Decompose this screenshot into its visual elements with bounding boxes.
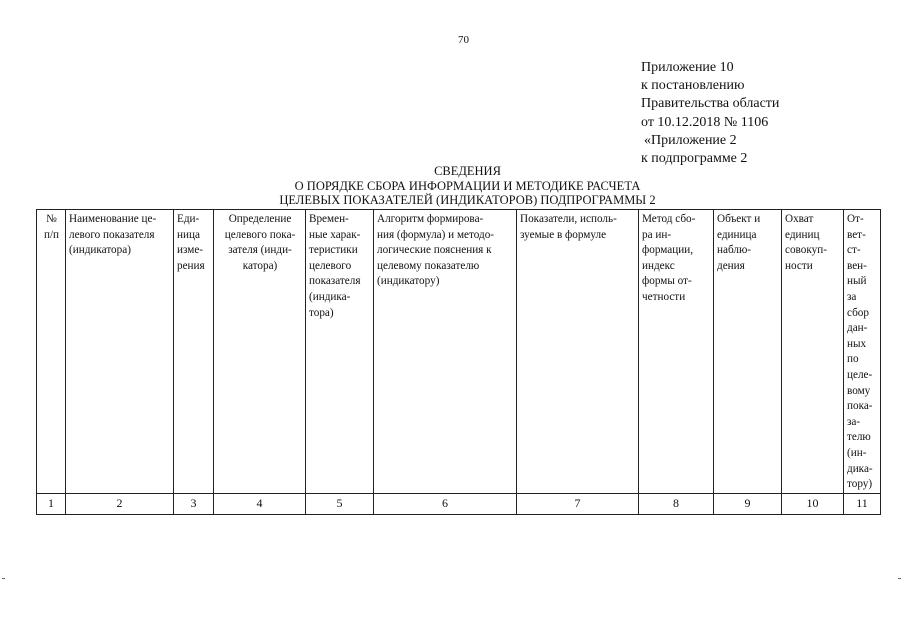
column-header-line: От- xyxy=(847,213,864,225)
column-header-line: левого показателя xyxy=(69,228,155,241)
column-header-line: единиц xyxy=(785,228,820,241)
column-number: 9 xyxy=(714,493,782,514)
column-header-line: ных xyxy=(847,337,867,350)
column-header-line: изме- xyxy=(177,244,204,257)
column-header-collection-method xyxy=(639,210,714,494)
table-header-row xyxy=(37,210,881,494)
column-header-line: ный xyxy=(847,275,867,288)
column-header-line: четности xyxy=(642,290,686,303)
column-number: 3 xyxy=(174,493,214,514)
column-header-line: совокуп- xyxy=(785,244,827,257)
column-header-line: показателя xyxy=(309,275,361,288)
heading-title: СВЕДЕНИЯ xyxy=(434,164,501,178)
heading-subtitle: О ПОРЯДКЕ СБОРА ИНФОРМАЦИИ И МЕТОДИКЕ РАСЧЕТА xyxy=(294,178,641,193)
column-header-line: п/п xyxy=(43,228,60,241)
column-header-line: наблю- xyxy=(717,244,752,257)
column-header-number xyxy=(37,210,66,494)
column-header-line: Времен- xyxy=(309,213,349,225)
column-header-responsible xyxy=(844,210,881,494)
column-header-line: за xyxy=(847,290,857,303)
page-edge-mark xyxy=(2,578,5,579)
column-header-line: № xyxy=(46,213,57,225)
column-header-line: вет- xyxy=(847,228,866,241)
appendix-line: к постановлению xyxy=(641,78,745,94)
column-header-line: за- xyxy=(847,415,861,428)
column-number-row xyxy=(37,493,881,514)
column-header-line: Наименование це- xyxy=(69,213,157,225)
column-number: 11 xyxy=(844,493,881,514)
column-header-coverage xyxy=(782,210,844,494)
column-header-line: ния (формула) и методо- xyxy=(377,228,495,241)
column-header-line: (ин- xyxy=(847,446,867,459)
column-number: 7 xyxy=(517,493,639,514)
column-header-line: вен- xyxy=(847,259,867,272)
column-header-line: (индика- xyxy=(309,290,351,303)
appendix-line: от 10.12.2018 № 1106 xyxy=(641,114,769,130)
column-header-line: Метод сбо- xyxy=(642,213,696,225)
appendix-line: к подпрограмме 2 xyxy=(641,151,748,167)
column-header-time-characteristics xyxy=(306,210,374,494)
column-header-line: теристики xyxy=(309,244,358,257)
column-header-unit xyxy=(174,210,214,494)
column-header-line: формы от- xyxy=(642,275,692,288)
column-header-line: катора) xyxy=(242,259,278,272)
column-header-line: логические пояснения к xyxy=(377,244,492,257)
column-header-line: Определение xyxy=(228,213,292,225)
column-number: 6 xyxy=(374,493,517,514)
column-header-line: тора) xyxy=(309,306,334,319)
column-header-line: тору) xyxy=(847,478,873,491)
column-header-indicator-name xyxy=(66,210,174,494)
column-header-line: Алгоритм формирова- xyxy=(377,213,484,225)
column-number: 5 xyxy=(306,493,374,514)
column-header-line: целевого xyxy=(309,259,352,272)
column-header-line: дан- xyxy=(847,322,868,335)
column-header-line: телю xyxy=(847,431,871,444)
column-header-line: ра ин- xyxy=(642,228,672,241)
column-header-observation-object xyxy=(714,210,782,494)
column-header-line: рения xyxy=(177,259,205,272)
column-header-line: Показатели, исполь- xyxy=(520,213,617,225)
column-number: 1 xyxy=(37,493,66,514)
column-number: 4 xyxy=(214,493,306,514)
column-number: 2 xyxy=(66,493,174,514)
column-header-line: целевого пока- xyxy=(224,228,296,241)
indicators-table xyxy=(36,209,881,515)
appendix-line: Правительства области xyxy=(641,96,780,112)
column-header-line: целевому показателю xyxy=(377,259,480,272)
column-header-line: ница xyxy=(177,228,200,241)
page-edge-mark xyxy=(898,578,901,579)
appendix-reference xyxy=(641,59,779,168)
heading-subtitle: ЦЕЛЕВЫХ ПОКАЗАТЕЛЕЙ (ИНДИКАТОРОВ) ПОДПРОГРАММЫ 2 xyxy=(279,193,656,207)
column-header-line: дения xyxy=(717,259,745,272)
column-header-line: формации, xyxy=(642,244,693,257)
column-header-line: вому xyxy=(847,384,871,397)
column-header-line: (индикатору) xyxy=(377,275,440,288)
column-number: 8 xyxy=(639,493,714,514)
column-header-line: ности xyxy=(785,259,813,272)
column-header-line: пока- xyxy=(847,400,873,413)
column-header-line: по xyxy=(847,353,859,366)
column-number: 10 xyxy=(782,493,844,514)
column-header-algorithm xyxy=(374,210,517,494)
appendix-line: Приложение 10 xyxy=(641,60,734,75)
column-header-formula-indicators xyxy=(517,210,639,494)
column-header-line: ные харак- xyxy=(309,228,361,241)
column-header-line: Объект и xyxy=(717,213,761,225)
page-number: 70 xyxy=(458,34,469,46)
appendix-line: «Приложение 2 xyxy=(644,132,737,148)
column-header-line: единица xyxy=(717,228,757,241)
column-header-line: Охват xyxy=(785,213,814,225)
column-header-definition xyxy=(214,210,306,494)
column-header-line: зателя (инди- xyxy=(228,244,292,257)
column-header-line: сбор xyxy=(847,306,869,319)
column-header-line: целе- xyxy=(847,368,873,381)
column-header-line: индекс xyxy=(642,259,675,272)
column-header-line: ст- xyxy=(847,244,861,257)
column-header-line: дика- xyxy=(847,462,873,475)
column-header-line: Еди- xyxy=(177,213,200,225)
document-heading xyxy=(0,164,905,208)
column-header-line: зуемые в формуле xyxy=(520,228,607,241)
column-header-line: (индикатора) xyxy=(69,244,131,257)
